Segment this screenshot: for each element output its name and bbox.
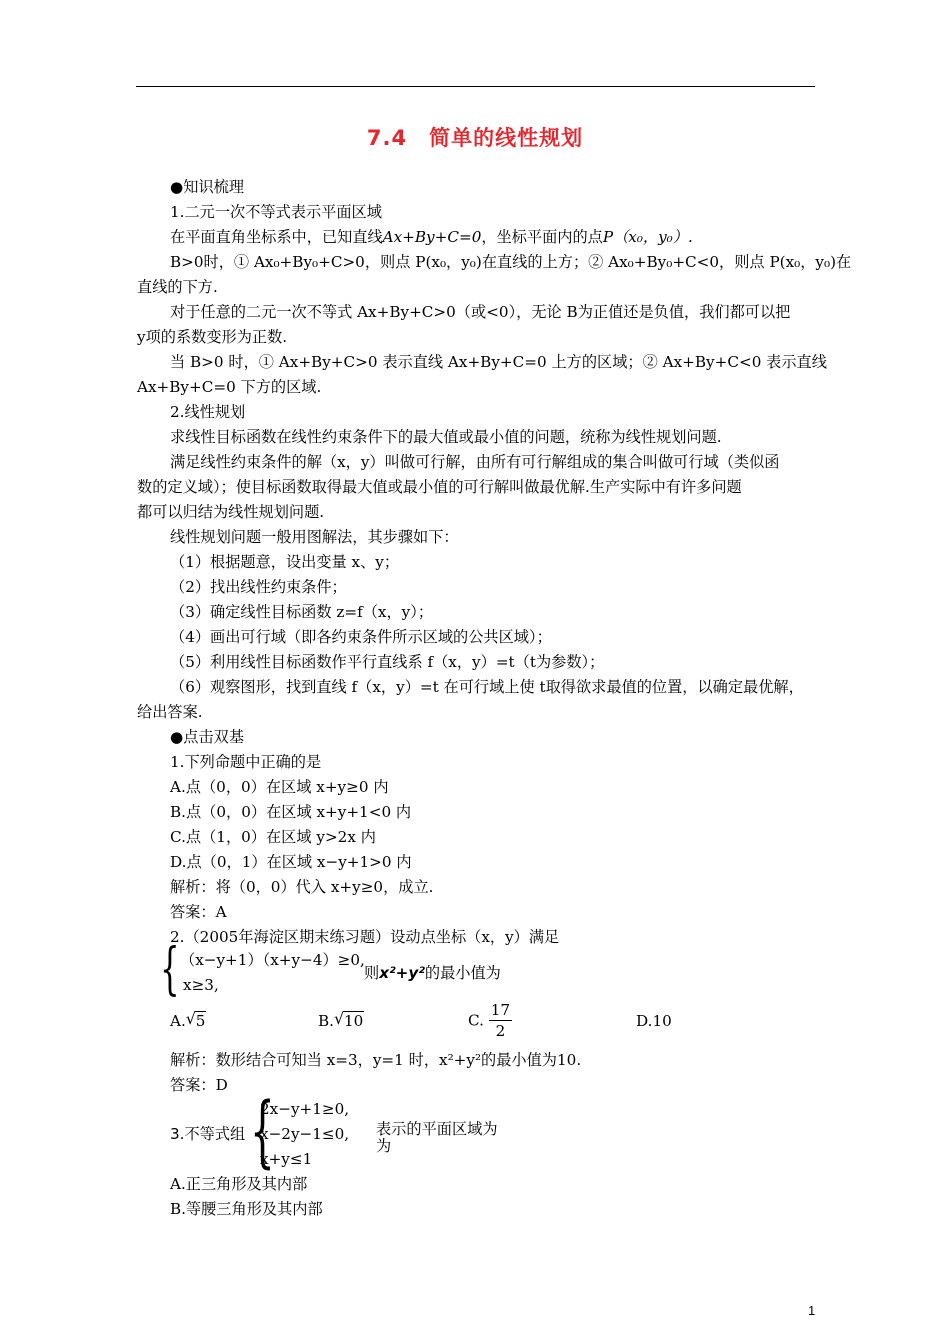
paragraph-1-point: P（x₀，y₀）. [602,228,693,246]
question-2-condition-1: （x−y+1）（x+y−4）≥0, [180,951,365,969]
question-2-analysis: 解析：数形结合可知当 x=3，y=1 时，x²+y²的最小值为10. [170,1051,582,1069]
paragraph-1-text: 在平面直角坐标系中，已知直线 [170,228,383,246]
fraction [489,1000,512,1041]
question-2-answer: 答案：D [170,1076,228,1094]
section-heading-basics: ●点击双基 [170,728,245,746]
paragraph-1-expr: Ax+By+C=0 [382,228,482,246]
question-1-answer: 答案：A [170,903,227,921]
question-2-brace: { [160,937,180,1002]
question-1-stem: 1.下列命题中正确的是 [170,753,322,771]
question-2-tail-suffix: 的最小值为 [424,964,501,982]
fraction-denominator: 2 [495,1022,506,1040]
question-1-option-a: A.点（0，0）在区域 x+y≥0 内 [170,778,389,796]
question-3-option-a: A.正三角形及其内部 [170,1175,308,1193]
page-title: 7.4 简单的线性规划 [366,126,584,150]
paragraph-6-cont: 数的定义域）；使目标函数取得最大值或最小值的可行解叫做最优解.生产实际中有许多问题 [137,478,742,496]
question-3-condition-3: x+y≤1 [260,1150,313,1168]
paragraph-6-cont2: 都可以归结为线性规划问题. [137,503,325,521]
question-3-condition-1: 2x−y+1≥0, [260,1100,350,1118]
question-2-option-b-value: 10 [344,1012,364,1030]
sqrt-symbol: √ 10 [334,1009,364,1030]
paragraph-4-cont: Ax+By+C=0 下方的区域. [137,378,322,396]
paragraph-1 [170,227,693,247]
question-1-option-b: B.点（0，0）在区域 x+y+1<0 内 [170,803,412,821]
sqrt-symbol: √ 5 [185,1009,206,1030]
paragraph-6: 满足线性约束条件的解（x，y）叫做可行解，由所有可行解组成的集合叫做可行域（类似函 [170,453,780,471]
question-1-option-c: C.点（1，0）在区域 y>2x 内 [170,828,376,846]
paragraph-3-cont: y项的系数变形为正数. [137,328,288,346]
question-2-tail [364,963,501,983]
question-1-option-d: D.点（0，1）在区域 x−y+1>0 内 [170,853,412,871]
question-2-option-c [468,1000,512,1041]
paragraph-2-cont: 直线的下方. [137,278,218,296]
question-2-tail-expr: x²+y² [379,964,425,982]
paragraph-2: B>0时，① Ax₀+By₀+C>0，则点 P(x₀，y₀)在直线的上方；② Ax₀+By₀+C<0，则点 P(x₀，y₀)在 [170,253,852,271]
fraction-numerator: 17 [490,1001,511,1019]
step-5: （5）利用线性目标函数作平行直线系 f（x，y）=t（t为参数）； [170,653,605,671]
paragraph-4: 当 B>0 时，① Ax+By+C>0 表示直线 Ax+By+C=0 上方的区域；② Ax+By+C<0 表示直线 [170,353,827,371]
step-1: （1）根据题意，设出变量 x、y； [170,553,400,571]
question-2-condition-2: x≥3, [183,976,219,994]
question-1-analysis: 解析：将（0，0）代入 x+y≥0，成立. [170,878,434,896]
question-2-option-a-value: 5 [195,1012,206,1030]
paragraph-5: 求线性目标函数在线性约束条件下的最大值或最小值的问题，统称为线性规划问题. [170,428,722,446]
question-2-option-b-label: B. [318,1012,334,1030]
subheading-1: 1.二元一次不等式表示平面区域 [170,203,382,221]
step-2: （2）找出线性约束条件； [170,578,347,596]
header-rule [136,86,815,87]
step-6: （6）观察图形，找到直线 f（x，y）=t 在可行域上使 t取得欲求最值的位置，以确定最优解， [170,678,804,696]
step-6-cont: 给出答案. [137,703,203,721]
question-2-option-a-label: A. [170,1012,186,1030]
question-2-stem: 2.（2005年海淀区期末练习题）设动点坐标（x，y）满足 [170,928,560,946]
subheading-2: 2.线性规划 [170,403,246,421]
question-3-stem: 3.不等式组 [170,1125,246,1143]
page-number: 1 [808,1303,816,1318]
question-3-tail-clipped: 为 [376,1137,392,1155]
section-heading-knowledge: ●知识梳理 [170,178,245,196]
question-3-condition-2: x−2y−1≤0, [260,1125,350,1143]
question-2-option-b [318,1011,364,1031]
paragraph-1-text-b: ，坐标平面内的点 [481,228,603,246]
step-3: （3）确定线性目标函数 z=f（x，y）； [170,603,434,621]
step-4: （4）画出可行域（即各约束条件所示区域的公共区域）； [170,628,552,646]
question-3-brace: { [250,1087,275,1177]
paragraph-7: 线性规划问题一般用图解法，其步骤如下： [170,528,459,546]
question-3-tail: 表示的平面区域为 [376,1120,498,1138]
question-3-option-b: B.等腰三角形及其内部 [170,1200,323,1218]
question-2-tail-prefix: 则 [364,964,380,982]
question-2-option-d: D.10 [636,1012,672,1030]
question-2-option-a [170,1011,206,1031]
paragraph-3: 对于任意的二元一次不等式 Ax+By+C>0（或<0），无论 B为正值还是负值，我们都可以把 [170,303,791,321]
question-2-option-c-label: C. [468,1011,484,1030]
